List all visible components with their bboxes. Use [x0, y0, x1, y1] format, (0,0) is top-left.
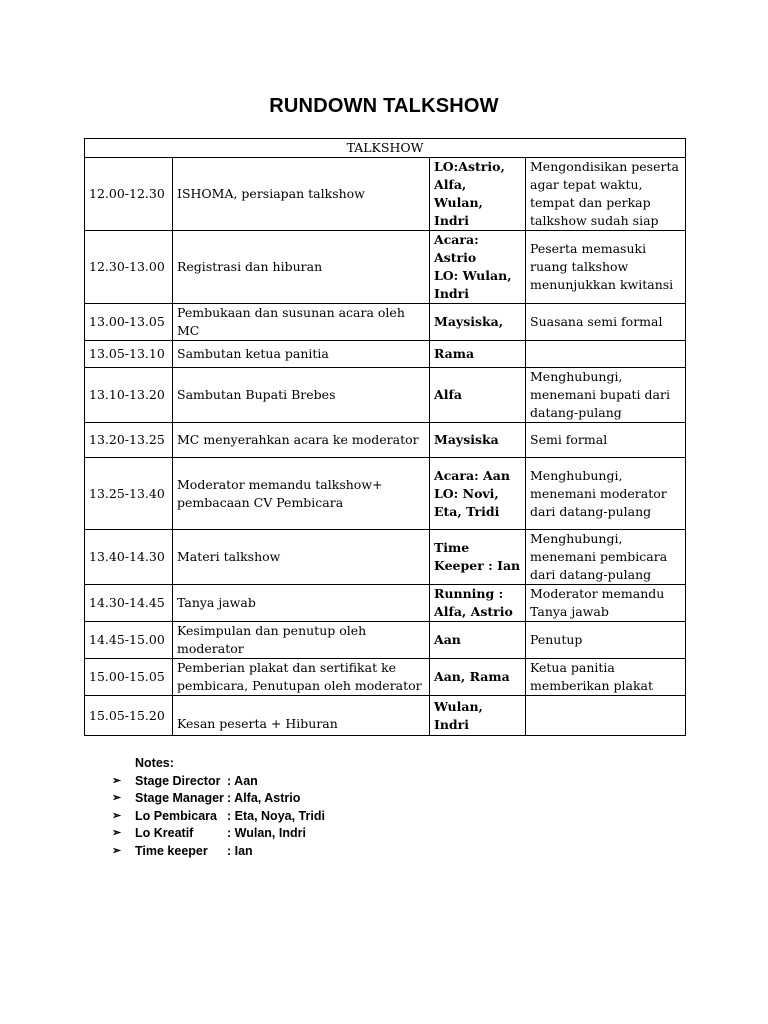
pic-text: Acara: Aan LO: Novi, Eta, Tridi	[434, 467, 510, 519]
pic-cell	[430, 530, 526, 585]
note-value: : Wulan, Indri	[227, 826, 306, 840]
note-cell	[526, 696, 686, 736]
time-cell: 14.45-15.00	[85, 622, 173, 659]
note-value: : Aan	[227, 773, 258, 788]
activity-cell: Sambutan Bupati Brebes	[173, 368, 430, 423]
arrowhead-bullet-icon: ➢	[112, 827, 122, 839]
pic-cell: Aan, Rama	[430, 659, 526, 696]
note-cell: Penutup	[526, 622, 686, 659]
time-cell: 15.05-15.20	[85, 696, 173, 736]
table-row	[85, 585, 686, 622]
time-cell: 12.30-13.00	[85, 231, 173, 304]
note-cell: Mengondisikan peserta agar tepat waktu, tempat dan perkap talkshow sudah siap	[526, 158, 686, 231]
pic-text: Running : Alfa, Astrio	[434, 586, 513, 619]
rundown-table	[84, 138, 686, 736]
time-cell: 13.20-13.25	[85, 423, 173, 458]
activity-cell: Sambutan ketua panitia	[173, 341, 430, 368]
table-row	[85, 622, 686, 659]
activity-cell: Registrasi dan hiburan	[173, 231, 430, 304]
note-value: : Eta, Noya, Tridi	[227, 808, 325, 823]
time-cell: 15.00-15.05	[85, 659, 173, 696]
pic-cell: Alfa	[430, 368, 526, 423]
list-item	[112, 808, 325, 826]
note-value: : Ian	[227, 843, 253, 858]
table-row	[85, 341, 686, 368]
notes-section	[112, 755, 325, 860]
pic-cell	[430, 231, 526, 304]
note-role: Stage Director	[135, 773, 221, 788]
note-role: Time keeper	[135, 843, 208, 858]
activity-cell: Tanya jawab	[173, 585, 430, 622]
time-cell: 13.10-13.20	[85, 368, 173, 423]
pic-cell	[430, 158, 526, 231]
time-cell: 12.00-12.30	[85, 158, 173, 231]
pic-cell	[430, 696, 526, 736]
pic-cell	[430, 458, 526, 530]
time-cell: 14.30-14.45	[85, 585, 173, 622]
table-row	[85, 368, 686, 423]
time-cell: 13.00-13.05	[85, 304, 173, 341]
pic-text: Acara: Astrio LO: Wulan, Indri	[434, 232, 512, 301]
activity-cell: Pemberian plakat dan sertifikat ke pembicara, Penutupan oleh moderator	[173, 659, 430, 696]
time-cell: 13.40-14.30	[85, 530, 173, 585]
table-header: TALKSHOW	[85, 139, 686, 158]
pic-cell: Rama	[430, 341, 526, 368]
table-row	[85, 304, 686, 341]
note-role: Lo Pembicara	[135, 808, 217, 823]
table-row	[85, 231, 686, 304]
note-cell: Menghubungi, menemani pembicara dari datang-pulang	[526, 530, 686, 585]
pic-cell: Maysiska	[430, 423, 526, 458]
table-row	[85, 158, 686, 231]
activity-cell: Pembukaan dan susunan acara oleh MC	[173, 304, 430, 341]
note-cell: Suasana semi formal	[526, 304, 686, 341]
note-cell: Menghubungi, menemani moderator dari datang-pulang	[526, 458, 686, 530]
note-role: Stage Manager	[135, 791, 224, 805]
pic-text: Wulan, Indri	[434, 698, 483, 732]
note-role: Lo Kreatif	[135, 826, 194, 840]
activity-cell: Moderator memandu talkshow+ pembacaan CV Pembicara	[173, 458, 430, 530]
list-item	[112, 825, 325, 843]
pic-cell	[430, 585, 526, 622]
note-cell: Semi formal	[526, 423, 686, 458]
table-row	[85, 423, 686, 458]
page-title: RUNDOWN TALKSHOW	[269, 95, 499, 117]
arrowhead-bullet-icon: ➢	[112, 809, 122, 822]
activity-cell: Kesimpulan dan penutup oleh moderator	[173, 622, 430, 659]
list-item	[112, 843, 325, 861]
table-row	[85, 530, 686, 585]
pic-text: LO:Astrio, Alfa, Wulan, Indri	[434, 159, 505, 228]
time-cell: 13.05-13.10	[85, 341, 173, 368]
time-cell: 13.25-13.40	[85, 458, 173, 530]
notes-title: Notes:	[135, 756, 174, 770]
note-cell: Ketua panitia memberikan plakat	[526, 659, 686, 696]
activity-cell: ISHOMA, persiapan talkshow	[173, 158, 430, 231]
note-cell: Peserta memasuki ruang talkshow menunjukkan kwitansi	[526, 231, 686, 304]
list-item	[112, 773, 325, 791]
activity-cell: MC menyerahkan acara ke moderator	[173, 423, 430, 458]
arrowhead-bullet-icon: ➢	[112, 774, 122, 787]
note-cell: Moderator memandu Tanya jawab	[526, 585, 686, 622]
arrowhead-bullet-icon: ➢	[112, 844, 122, 857]
pic-cell: Maysiska,	[430, 304, 526, 341]
note-value: : Alfa, Astrio	[227, 791, 301, 805]
note-cell: Menghubungi, menemani bupati dari datang-pulang	[526, 368, 686, 423]
table-header-row	[85, 139, 686, 158]
arrowhead-bullet-icon: ➢	[112, 792, 122, 804]
activity-cell: Kesan peserta + Hiburan	[173, 696, 430, 736]
list-item	[112, 790, 325, 808]
pic-text: Time Keeper : Ian	[434, 540, 521, 573]
table-row	[85, 458, 686, 530]
activity-cell: Materi talkshow	[173, 530, 430, 585]
note-cell	[526, 341, 686, 368]
table-row	[85, 696, 686, 736]
pic-cell: Aan	[430, 622, 526, 659]
table-row	[85, 659, 686, 696]
